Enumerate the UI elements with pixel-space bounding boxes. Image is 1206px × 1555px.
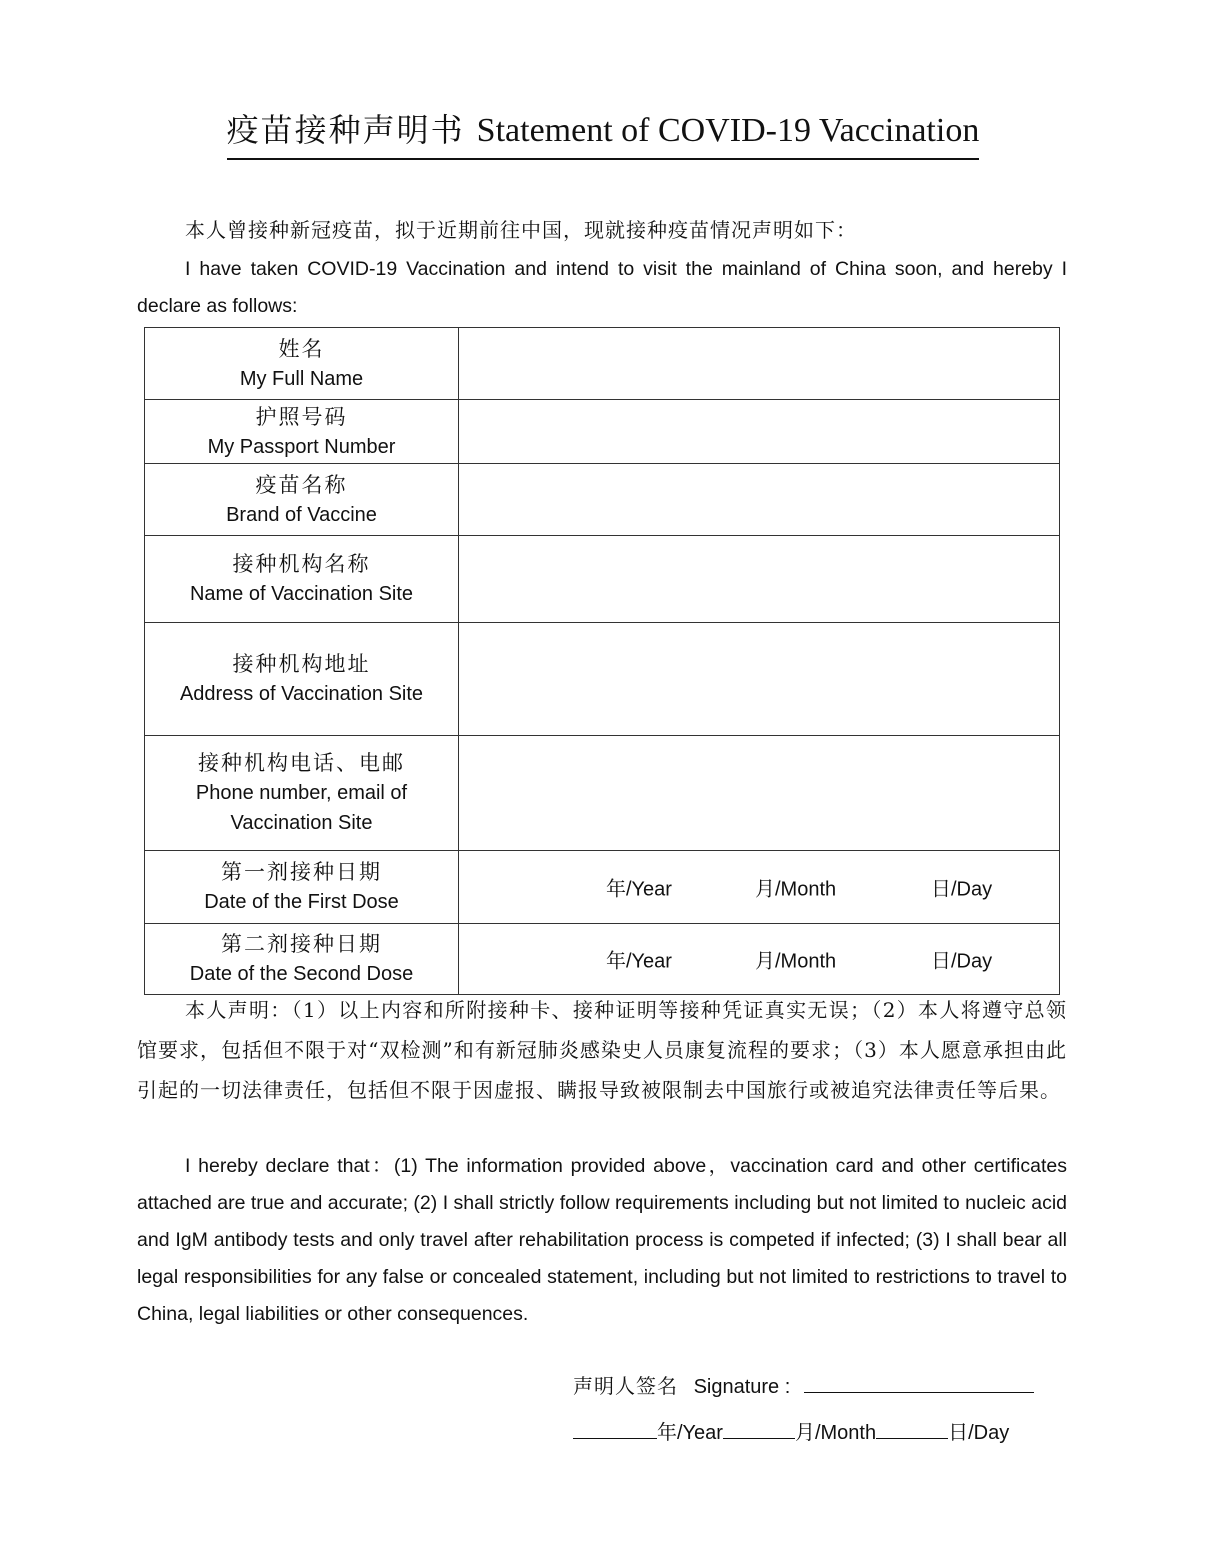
signature-day-field[interactable] xyxy=(876,1416,948,1439)
title-chinese: 疫苗接种声明书 xyxy=(226,111,465,149)
second-dose-day: 日/Day xyxy=(931,950,993,973)
site-contact-field[interactable] xyxy=(459,736,1060,851)
label-vaccine-brand xyxy=(145,464,459,536)
signature-month-field[interactable] xyxy=(723,1416,795,1439)
form-row-site-contact xyxy=(145,736,1060,851)
site-name-field[interactable] xyxy=(459,536,1060,623)
second-dose-month: 月/Month xyxy=(755,950,837,973)
label-site-address xyxy=(145,623,459,736)
first-dose-month: 月/Month xyxy=(755,878,837,901)
label-en: Brand of Vaccine xyxy=(226,503,377,526)
full-name-field[interactable] xyxy=(459,328,1060,400)
signature-line xyxy=(573,1370,1034,1399)
signature-label-en: Signature : xyxy=(693,1376,791,1398)
second-dose-date-field[interactable] xyxy=(459,924,1060,995)
intro-english: I have taken COVID-19 Vaccination and intend to visit the mainland of China soon, and hereby I declare as follows: xyxy=(137,258,1067,317)
label-en: Date of the Second Dose xyxy=(189,963,414,985)
form-row-passport xyxy=(145,400,1060,464)
signature-day-label: 日/Day xyxy=(948,1422,1010,1444)
label-en: My Full Name xyxy=(239,367,364,390)
declaration-english: I hereby declare that：(1) The information provided above，vaccination card and other certificates attached are true and accurate; (2) I shall strictly follow requirements including but not limited to nucleic acid and IgM antibody tests and only travel after rehabilitation process is competed if infected; (3) I shall bear all legal responsibilities for any false or concealed statement, including but not limited to restrictions to travel to China, legal liabilities or other consequences. xyxy=(137,1155,1067,1325)
signature-month-label: 月/Month xyxy=(794,1422,877,1444)
site-address-field[interactable] xyxy=(459,623,1060,736)
signature-year-label: 年/Year xyxy=(657,1422,723,1444)
intro-chinese: 本人曾接种新冠疫苗，拟于近期前往中国，现就接种疫苗情况声明如下： xyxy=(185,218,857,242)
form-row-vaccine-brand xyxy=(145,464,1060,536)
label-cn: 接种机构名称 xyxy=(232,552,371,576)
vaccination-form-table xyxy=(144,327,1060,995)
label-second-dose xyxy=(145,924,459,995)
first-dose-year: 年/Year xyxy=(606,878,672,901)
label-first-dose xyxy=(145,851,459,924)
form-row-site-name xyxy=(145,536,1060,623)
label-site-name xyxy=(145,536,459,623)
first-dose-day: 日/Day xyxy=(931,878,993,901)
label-en: My Passport Number xyxy=(207,435,396,458)
first-dose-date-field[interactable] xyxy=(459,851,1060,924)
signature-label-cn: 声明人签名 xyxy=(573,1374,678,1398)
label-cn: 疫苗名称 xyxy=(255,472,348,497)
signature-date-line xyxy=(573,1416,1009,1445)
form-row-second-dose xyxy=(145,924,1060,995)
declaration-chinese: 本人声明：（1）以上内容和所附接种卡、接种证明等接种凭证真实无误；（2）本人将遵守总领馆要求，包括但不限于对“双检测”和有新冠肺炎感染史人员康复流程的要求；（3）本人愿意承担由此引起的一切法律责任，包括但不限于因虚报、瞒报导致被限制去中国旅行或被追究法律责任等后果。 xyxy=(137,998,1067,1102)
label-cn: 姓名 xyxy=(278,336,325,361)
label-en: Date of the First Dose xyxy=(204,891,399,913)
label-passport-number xyxy=(145,400,459,464)
label-en: Name of Vaccination Site xyxy=(189,583,414,605)
signature-field[interactable] xyxy=(804,1370,1034,1393)
label-full-name xyxy=(145,328,459,400)
document-title xyxy=(0,108,1206,160)
label-cn: 第一剂接种日期 xyxy=(221,860,382,884)
vaccine-brand-field[interactable] xyxy=(459,464,1060,536)
title-underlined xyxy=(227,108,980,160)
form-row-first-dose xyxy=(145,851,1060,924)
form-row-full-name xyxy=(145,328,1060,400)
label-en: Address of Vaccination Site xyxy=(179,683,424,705)
signature-year-field[interactable] xyxy=(573,1416,657,1439)
form-row-site-address xyxy=(145,623,1060,736)
second-dose-year: 年/Year xyxy=(606,950,672,973)
title-english: Statement of COVID-19 Vaccination xyxy=(476,112,980,149)
label-cn: 护照号码 xyxy=(255,404,348,429)
label-cn: 第二剂接种日期 xyxy=(221,932,382,956)
passport-number-field[interactable] xyxy=(459,400,1060,464)
label-en: Phone number, email of Vaccination Site xyxy=(195,782,408,834)
label-site-contact xyxy=(145,736,459,851)
label-cn: 接种机构电话、电邮 xyxy=(198,751,405,775)
label-cn: 接种机构地址 xyxy=(232,652,371,676)
